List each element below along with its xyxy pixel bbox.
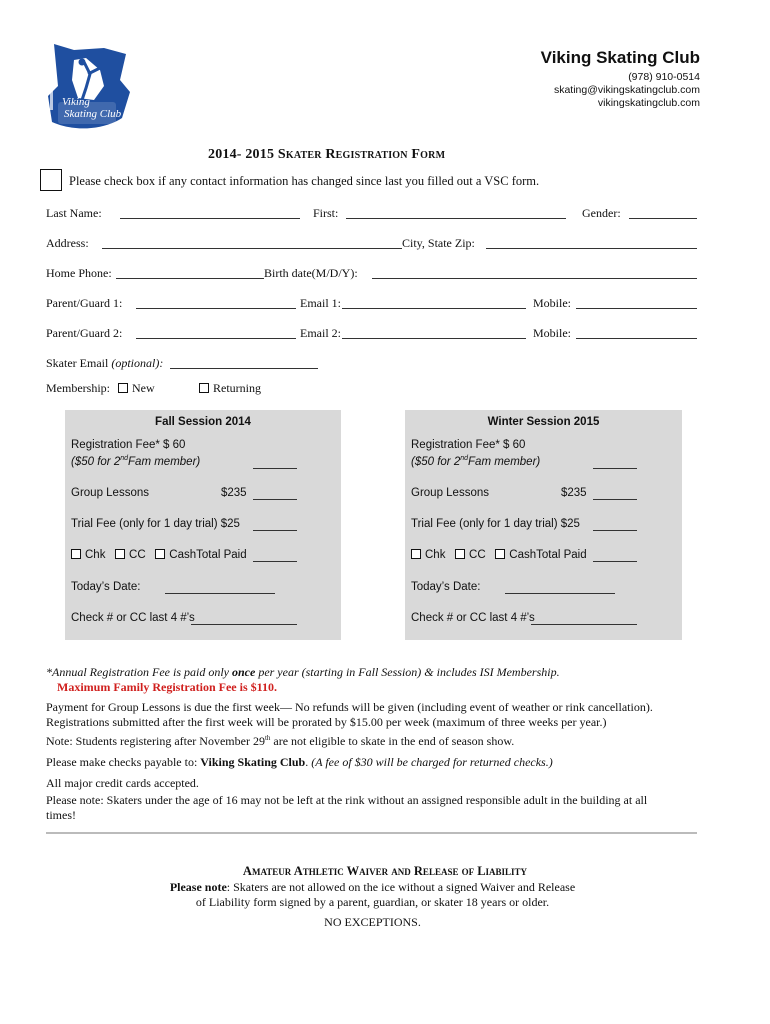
contact-changed-checkbox[interactable] bbox=[40, 169, 62, 191]
parent1-label: Parent/Guard 1: bbox=[46, 296, 123, 310]
section-divider bbox=[46, 832, 697, 834]
age-note-line1: Please note: Skaters under the age of 16 may not be left at the rink without an assigned responsible adult in the building at all bbox=[46, 793, 648, 807]
fall-reg-fee: Registration Fee* $ 60 bbox=[71, 439, 186, 451]
winter-reg-note-sup: nd bbox=[460, 455, 469, 462]
birth-date-label: Birth date(M/D/Y): bbox=[264, 266, 358, 280]
fall-reg-fee-field[interactable] bbox=[253, 468, 297, 469]
no-exceptions: NO EXCEPTIONS. bbox=[324, 915, 421, 929]
checks-payable-note bbox=[46, 755, 553, 770]
winter-cash-checkbox[interactable] bbox=[495, 549, 505, 559]
skater-email-field[interactable] bbox=[170, 368, 318, 369]
membership-returning-checkbox[interactable] bbox=[199, 383, 209, 393]
winter-check-cc: Check # or CC last 4 #’s bbox=[411, 612, 535, 624]
club-website: vikingskatingclub.com bbox=[597, 97, 700, 109]
payment-note-line2: Registrations submitted after the first week will be prorated by $15.00 per week (maximum of three weeks per year.) bbox=[46, 715, 607, 729]
winter-trial-field[interactable] bbox=[593, 530, 637, 531]
credit-cards-note: All major credit cards accepted. bbox=[46, 776, 199, 790]
membership-label: Membership: bbox=[46, 381, 110, 395]
winter-total-field[interactable] bbox=[593, 561, 637, 562]
city-state-zip-field[interactable] bbox=[486, 248, 697, 249]
gender-label: Gender: bbox=[582, 206, 621, 220]
winter-group-price: $235 bbox=[561, 487, 587, 499]
fall-session-title: Fall Session 2014 bbox=[155, 416, 251, 428]
membership-new-option[interactable] bbox=[118, 381, 155, 396]
club-name: Viking Skating Club bbox=[540, 48, 700, 67]
waiver-note-line2: of Liability form signed by a parent, guardian, or skater 18 years or older. bbox=[195, 895, 550, 909]
winter-cc-label: CC bbox=[469, 549, 486, 561]
fall-total-field[interactable] bbox=[253, 561, 297, 562]
fall-reg-note-pre: ($50 for 2 bbox=[71, 455, 121, 468]
winter-todays-date: Today’s Date: bbox=[411, 581, 481, 593]
home-phone-field[interactable] bbox=[116, 278, 264, 279]
winter-chk-label: Chk bbox=[425, 549, 446, 561]
birth-date-field[interactable] bbox=[372, 278, 697, 279]
skater-email-label bbox=[46, 356, 163, 371]
parent2-field[interactable] bbox=[136, 338, 296, 339]
last-name-field[interactable] bbox=[120, 218, 300, 219]
fall-cash-total-label: CashTotal Paid bbox=[169, 549, 247, 561]
address-field[interactable] bbox=[102, 248, 402, 249]
november-post: are not eligible to skate in the end of season show. bbox=[270, 734, 515, 748]
fall-cc-label: CC bbox=[129, 549, 146, 561]
winter-reg-fee: Registration Fee* $ 60 bbox=[411, 439, 526, 451]
mobile1-label: Mobile: bbox=[533, 296, 571, 310]
winter-check-cc-field[interactable] bbox=[531, 624, 637, 625]
winter-session-panel bbox=[405, 410, 682, 640]
club-email: skating@vikingskatingclub.com bbox=[553, 84, 700, 96]
annual-fee-pre: *Annual Registration Fee is paid only bbox=[46, 665, 232, 679]
fall-chk-label: Chk bbox=[85, 549, 106, 561]
checks-italic: (A fee of $30 will be charged for returned checks.) bbox=[311, 755, 553, 769]
waiver-note-label: Please note bbox=[169, 880, 227, 894]
fall-trial-fee: Trial Fee (only for 1 day trial) $25 bbox=[71, 518, 240, 530]
parent1-field[interactable] bbox=[136, 308, 296, 309]
fall-trial-field[interactable] bbox=[253, 530, 297, 531]
checks-bold: Viking Skating Club bbox=[200, 755, 306, 769]
age-note-line2: times! bbox=[46, 808, 76, 822]
last-name-label: Last Name: bbox=[46, 206, 102, 220]
skater-email-optional: (optional): bbox=[111, 356, 164, 370]
fall-session-panel bbox=[65, 410, 341, 640]
mobile2-label: Mobile: bbox=[533, 326, 571, 340]
club-phone: (978) 910-0514 bbox=[628, 71, 700, 83]
fall-cash-checkbox[interactable] bbox=[155, 549, 165, 559]
city-state-zip-label: City, State Zip: bbox=[402, 236, 475, 250]
november-note bbox=[46, 734, 514, 749]
form-title: 2014- 2015 Skater Registration Form bbox=[208, 147, 446, 162]
mobile1-field[interactable] bbox=[576, 308, 697, 309]
payment-note-line1: Payment for Group Lessons is due the first week— No refunds will be given (including event of weather or rink cancellation). bbox=[46, 700, 653, 714]
winter-group-field[interactable] bbox=[593, 499, 637, 500]
email2-field[interactable] bbox=[342, 338, 526, 339]
checks-post: . bbox=[305, 755, 312, 769]
logo-text-skating-club: Skating Club bbox=[64, 108, 122, 120]
november-pre: Note: Students registering after November 29 bbox=[46, 734, 265, 748]
annual-fee-note bbox=[46, 665, 560, 680]
gender-field[interactable] bbox=[629, 218, 697, 219]
max-family-fee: Maximum Family Registration Fee is $110. bbox=[57, 680, 277, 694]
winter-chk-checkbox[interactable] bbox=[411, 549, 421, 559]
fall-date-field[interactable] bbox=[165, 593, 275, 594]
skater-email-label-text: Skater Email bbox=[46, 356, 109, 370]
winter-reg-fee-field[interactable] bbox=[593, 468, 637, 469]
fall-check-cc-field[interactable] bbox=[191, 624, 297, 625]
winter-session-title: Winter Session 2015 bbox=[487, 416, 600, 428]
logo-text-viking: Viking bbox=[62, 96, 90, 108]
contact-changed-label: Please check box if any contact information has changed since last you filled out a VSC form. bbox=[69, 174, 540, 188]
winter-cash-total-label: CashTotal Paid bbox=[509, 549, 587, 561]
waiver-note-text: : Skaters are not allowed on the ice without a signed Waiver and Release bbox=[226, 880, 576, 894]
membership-new-checkbox[interactable] bbox=[118, 383, 128, 393]
email1-label: Email 1: bbox=[300, 296, 341, 310]
checks-pre: Please make checks payable to: bbox=[46, 755, 201, 769]
waiver-title: Amateur Athletic Waiver and Release of Liability bbox=[242, 864, 528, 878]
fall-reg-note-sup: nd bbox=[120, 455, 129, 462]
fall-reg-fee-note bbox=[71, 455, 200, 468]
club-logo bbox=[44, 40, 134, 132]
annual-fee-once: once bbox=[231, 665, 256, 679]
parent2-label: Parent/Guard 2: bbox=[46, 326, 123, 340]
winter-reg-note-pre: ($50 for 2 bbox=[411, 455, 461, 468]
mobile2-field[interactable] bbox=[576, 338, 697, 339]
fall-group-lessons: Group Lessons bbox=[71, 487, 149, 499]
fall-payment-methods bbox=[71, 549, 247, 561]
first-name-label: First: bbox=[313, 206, 339, 220]
first-name-field[interactable] bbox=[346, 218, 566, 219]
winter-group-lessons: Group Lessons bbox=[411, 487, 489, 499]
email1-field[interactable] bbox=[342, 308, 526, 309]
fall-group-field[interactable] bbox=[253, 499, 297, 500]
annual-fee-post: per year (starting in Fall Session) & includes ISI Membership. bbox=[255, 665, 560, 679]
winter-reg-fee-note bbox=[411, 455, 540, 468]
winter-cc-checkbox[interactable] bbox=[455, 549, 465, 559]
address-label: Address: bbox=[46, 236, 89, 250]
winter-date-field[interactable] bbox=[505, 593, 615, 594]
winter-payment-methods bbox=[411, 549, 587, 561]
fall-chk-checkbox[interactable] bbox=[71, 549, 81, 559]
email2-label: Email 2: bbox=[300, 326, 341, 340]
membership-new-label: New bbox=[132, 381, 155, 395]
winter-reg-note-post: Fam member) bbox=[468, 455, 541, 468]
fall-check-cc: Check # or CC last 4 #’s bbox=[71, 612, 195, 624]
fall-cc-checkbox[interactable] bbox=[115, 549, 125, 559]
membership-returning-option[interactable] bbox=[199, 381, 261, 396]
winter-trial-fee: Trial Fee (only for 1 day trial) $25 bbox=[411, 518, 580, 530]
waiver-note-line1 bbox=[0, 880, 745, 895]
november-sup: th bbox=[264, 734, 271, 742]
membership-returning-label: Returning bbox=[213, 381, 261, 395]
fall-group-price: $235 bbox=[221, 487, 247, 499]
home-phone-label: Home Phone: bbox=[46, 266, 112, 280]
fall-reg-note-post: Fam member) bbox=[128, 455, 201, 468]
fall-todays-date: Today’s Date: bbox=[71, 581, 141, 593]
